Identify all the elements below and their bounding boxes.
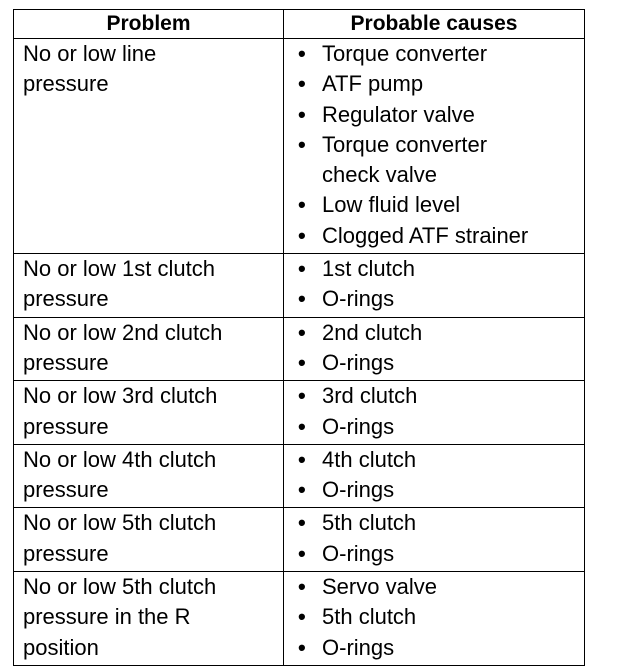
cause-item xyxy=(298,602,584,632)
causes-cell xyxy=(284,39,585,254)
table-row xyxy=(14,444,585,508)
bullet-icon: • xyxy=(298,319,306,345)
problem-cell: No or low 1st clutch pressure xyxy=(14,254,284,318)
bullet-icon: • xyxy=(298,604,306,630)
cause-text: 3rd clutch xyxy=(322,383,418,409)
bullet-icon: • xyxy=(298,256,306,282)
problem-cell: No or low 4th clutch pressure xyxy=(14,444,284,508)
cause-list xyxy=(298,39,584,251)
bullet-icon: • xyxy=(298,413,306,439)
cause-text: 1st clutch xyxy=(322,256,415,282)
cause-item xyxy=(298,221,584,251)
cause-text: O-rings xyxy=(322,349,395,375)
cause-item xyxy=(298,190,584,220)
cause-text: 4th clutch xyxy=(322,446,417,472)
bullet-icon: • xyxy=(298,131,306,157)
table-row xyxy=(14,572,585,666)
cause-text: O-rings xyxy=(322,634,395,660)
table-body xyxy=(14,39,585,666)
problem-cell: No or low 3rd clutch pressure xyxy=(14,381,284,445)
cause-item xyxy=(298,445,584,475)
causes-cell xyxy=(284,508,585,572)
bullet-icon: • xyxy=(298,41,306,66)
cause-text: O-rings xyxy=(322,540,395,566)
cause-item xyxy=(298,348,584,378)
causes-cell xyxy=(284,317,585,381)
cause-item xyxy=(298,381,584,411)
cause-text: Servo valve xyxy=(322,574,437,600)
cause-list xyxy=(298,445,584,506)
cause-list xyxy=(298,254,584,315)
cause-text: 2nd clutch xyxy=(322,319,423,345)
cause-item xyxy=(298,475,584,505)
cause-text: Regulator valve xyxy=(322,101,475,127)
cause-text: Torque converter xyxy=(322,41,488,66)
table-row xyxy=(14,39,585,254)
bullet-icon: • xyxy=(298,510,306,536)
cause-item xyxy=(298,539,584,569)
cause-text: 5th clutch xyxy=(322,604,417,630)
problem-cell: No or low 2nd clutch pressure xyxy=(14,317,284,381)
cause-item xyxy=(298,412,584,442)
bullet-icon: • xyxy=(298,71,306,97)
cause-text: O-rings xyxy=(322,477,395,503)
bullet-icon: • xyxy=(298,349,306,375)
cause-item xyxy=(298,100,584,130)
bullet-icon: • xyxy=(298,477,306,503)
causes-cell xyxy=(284,254,585,318)
bullet-icon: • xyxy=(298,101,306,127)
causes-cell xyxy=(284,572,585,666)
cause-item xyxy=(298,254,584,284)
cause-item xyxy=(298,572,584,602)
problem-cell: No or low 5th clutch pressure in the R position xyxy=(14,572,284,666)
cause-text: O-rings xyxy=(322,413,395,439)
cause-item xyxy=(298,508,584,538)
table-row xyxy=(14,317,585,381)
troubleshooting-table xyxy=(13,9,585,666)
cause-text: 5th clutch xyxy=(322,510,417,536)
cause-text: Torque converter check valve xyxy=(322,131,488,188)
cause-item xyxy=(298,69,584,99)
header-row xyxy=(14,10,585,39)
cause-text: Low fluid level xyxy=(322,192,461,218)
bullet-icon: • xyxy=(298,446,306,472)
causes-cell xyxy=(284,381,585,445)
bullet-icon: • xyxy=(298,383,306,409)
cause-item xyxy=(298,633,584,663)
cause-list xyxy=(298,318,584,379)
cause-item xyxy=(298,130,584,191)
causes-cell xyxy=(284,444,585,508)
bullet-icon: • xyxy=(298,286,306,312)
bullet-icon: • xyxy=(298,540,306,566)
table-row xyxy=(14,381,585,445)
cause-text: Clogged ATF strainer xyxy=(322,222,529,248)
table-row xyxy=(14,254,585,318)
cause-item xyxy=(298,39,584,69)
bullet-icon: • xyxy=(298,192,306,218)
cause-item xyxy=(298,284,584,314)
table-row xyxy=(14,508,585,572)
bullet-icon: • xyxy=(298,574,306,600)
header-problem: Problem xyxy=(14,10,284,39)
cause-list xyxy=(298,508,584,569)
bullet-icon: • xyxy=(298,222,306,248)
cause-text: O-rings xyxy=(322,286,395,312)
header-probable-causes: Probable causes xyxy=(284,10,585,39)
cause-item xyxy=(298,318,584,348)
cause-list xyxy=(298,572,584,663)
cause-text: ATF pump xyxy=(322,71,424,97)
problem-cell: No or low line pressure xyxy=(14,39,284,254)
bullet-icon: • xyxy=(298,634,306,660)
cause-list xyxy=(298,381,584,442)
problem-cell: No or low 5th clutch pressure xyxy=(14,508,284,572)
